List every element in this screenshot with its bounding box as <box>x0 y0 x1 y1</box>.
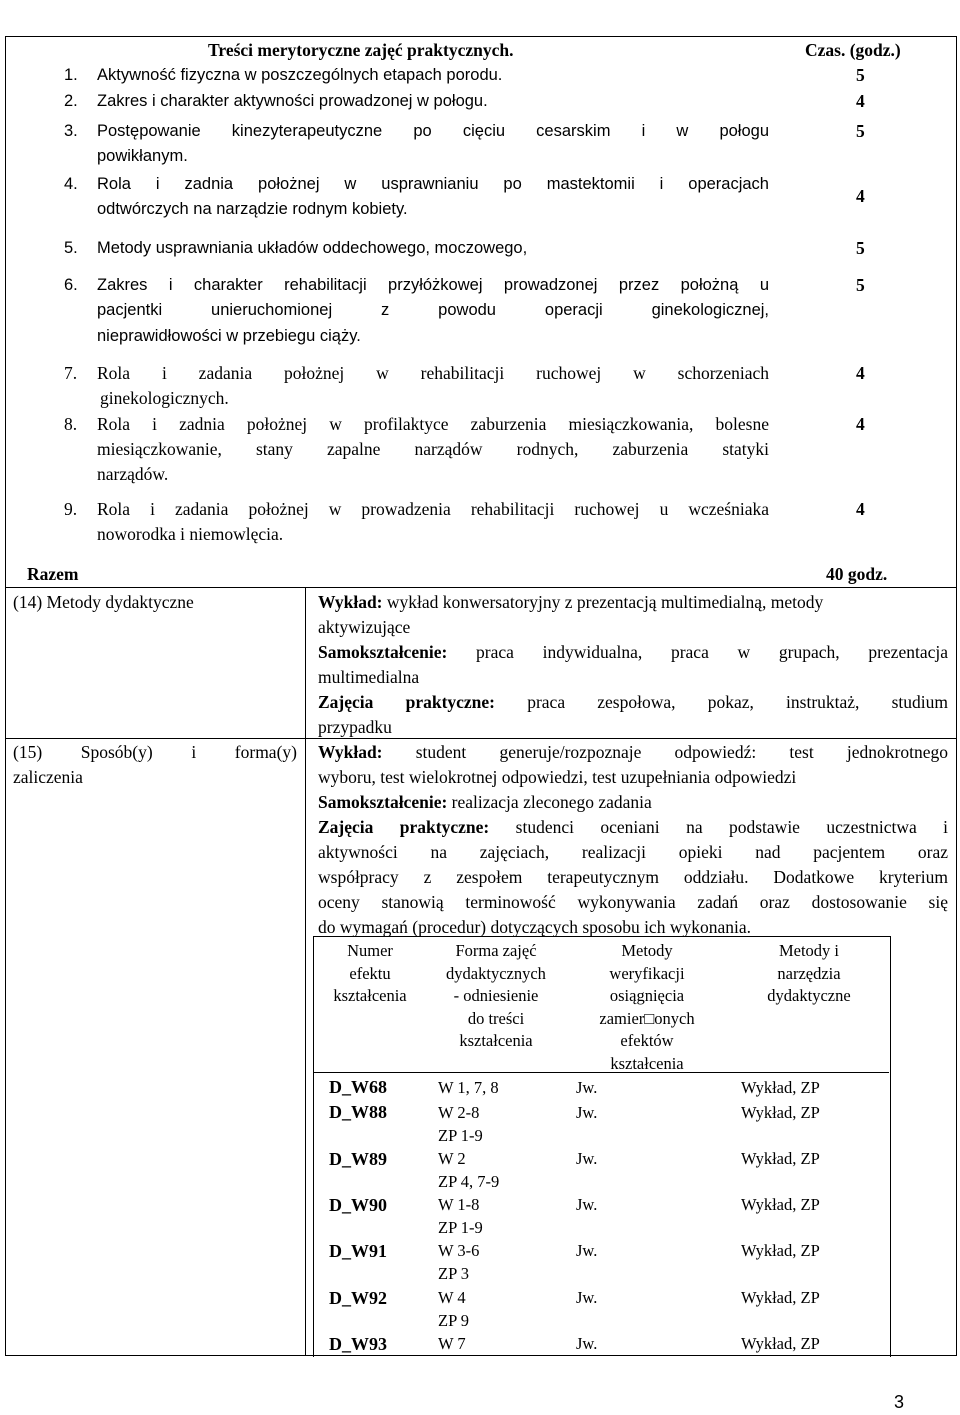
effect-verification: Jw. <box>576 1078 598 1097</box>
header-line: dydaktyczne <box>767 986 851 1005</box>
header-line: osiągnięcia <box>609 986 685 1005</box>
topic-hours: 5 <box>856 238 865 258</box>
header-line: kształcenia <box>459 1031 533 1050</box>
effect-forms: ZP 4, 7-9 <box>438 1172 500 1191</box>
effect-forms: W 3-6 <box>438 1241 480 1260</box>
topic-number: 1. <box>64 66 78 84</box>
topic-hours: 5 <box>856 65 865 85</box>
topic-number: 9. <box>64 499 78 519</box>
header-line: Metody <box>621 941 673 960</box>
topic-hours: 4 <box>856 91 865 111</box>
methods-label <box>13 590 194 615</box>
header-line: - odniesienie <box>453 986 539 1005</box>
effects-header-forms <box>428 940 564 1053</box>
page-number: 3 <box>893 1392 904 1412</box>
total-value: 40 godz. <box>826 564 888 584</box>
methods-practical <box>318 690 948 715</box>
effect-forms: W 7 <box>438 1334 466 1353</box>
methods-content <box>318 590 948 740</box>
assessment-lecture-cont: wyboru, test wielokrotnej odpowiedzi, test uzupełniania odpowiedzi <box>318 767 797 787</box>
assessment-lecture-label: Wykład: <box>318 742 383 762</box>
topic-text: Rola i zadania położnej w prowadzenia rehabilitacji ruchowej u wcześniaka <box>97 499 769 519</box>
effect-tools: Wykład, ZP <box>741 1149 820 1168</box>
header-line: weryfikacji <box>609 963 685 983</box>
assessment-self-label: Samokształcenie: <box>318 792 448 812</box>
effect-verification: Jw. <box>576 1103 598 1122</box>
header-line: efektu <box>349 963 391 983</box>
assessment-self <box>318 790 948 815</box>
assessment-label-num: (15) <box>13 742 43 762</box>
assessment-practical-label: Zajęcia praktyczne: <box>318 817 490 837</box>
effect-code: D_W93 <box>329 1334 387 1354</box>
topic-hours: 4 <box>856 186 865 206</box>
effect-tools: Wykład, ZP <box>741 1334 820 1353</box>
assessment-lecture-text: student generuje/rozpoznaje odpowiedź: test jednokrotnego <box>415 742 949 762</box>
topic-text: noworodka i niemowlęcia. <box>97 524 284 544</box>
topic-text: Aktywność fizyczna w poszczególnych etapach porodu. <box>97 66 503 84</box>
effect-verification: Jw. <box>576 1288 598 1307</box>
methods-practical-text: praca zespołowa, pokaz, instruktaż, studium <box>527 692 948 712</box>
effects-header-tools <box>736 940 882 1008</box>
topic-text: ginekologicznych. <box>100 388 229 408</box>
effect-code: D_W89 <box>329 1149 387 1169</box>
effect-code: D_W91 <box>329 1241 387 1261</box>
topic-text: Metody usprawniania układów oddechowego, moczowego, <box>97 239 528 257</box>
methods-self <box>318 640 948 665</box>
methods-practical-label: Zajęcia praktyczne: <box>318 692 496 712</box>
effect-code: D_W68 <box>329 1077 387 1097</box>
header-line: zamier□onych <box>599 1008 695 1028</box>
topic-hours: 4 <box>856 499 865 519</box>
header-line: kształcenia <box>610 1053 684 1073</box>
assessment-practical-line: oceny stanowią terminowość wykonywania zadań oraz dostosowanie się <box>318 892 948 912</box>
effect-verification: Jw. <box>576 1149 598 1168</box>
effect-forms: W 1-8 <box>438 1195 480 1214</box>
topic-text: pacjentki unieruchomionej z powodu operacji ginekologicznej, <box>97 301 769 319</box>
methods-lecture-label: Wykład: <box>318 592 383 612</box>
methods-self-cont: multimedialna <box>318 667 420 687</box>
assessment-practical <box>318 815 948 840</box>
effect-forms: W 2-8 <box>438 1103 480 1122</box>
topic-hours: 4 <box>856 363 865 383</box>
topic-hours: 5 <box>856 121 865 141</box>
assessment-label <box>13 740 297 790</box>
assessment-practical-text: studenci oceniani na podstawie uczestnictwa i <box>515 817 949 837</box>
assessment-practical-line: współpracy z zespołem terapeutycznym oddziału. Dodatkowe kryterium <box>318 867 948 887</box>
assessment-content <box>318 740 948 940</box>
effect-tools: Wykład, ZP <box>741 1078 820 1097</box>
effect-verification: Jw. <box>576 1195 598 1214</box>
topic-number: 5. <box>64 239 78 257</box>
topic-text: odtwórczych na narządzie rodnym kobiety. <box>97 200 408 218</box>
methods-lecture <box>318 590 948 615</box>
assessment-practical-line: aktywności na zajęciach, realizacji opieki nad pacjentem oraz <box>318 842 948 862</box>
assessment-label-text: Sposób(y) i forma(y) <box>80 742 297 762</box>
hours-header: Czas. (godz.) <box>805 40 901 60</box>
total-label: Razem <box>27 564 79 584</box>
topic-text: Rola i zadnia położnej w usprawnianiu po mastektomii i operacjach <box>97 175 769 193</box>
methods-practical-cont: przypadku <box>318 717 392 737</box>
topic-number: 2. <box>64 92 78 110</box>
methods-self-text: praca indywidualna, praca w grupach, prezentacja <box>476 642 948 662</box>
divider-razem <box>5 587 957 588</box>
methods-label-num: (14) <box>13 592 43 612</box>
content-title: Treści merytoryczne zajęć praktycznych. <box>208 40 514 60</box>
topic-text: Rola i zadania położnej w rehabilitacji ruchowej w schorzeniach <box>97 363 769 383</box>
topic-number: 6. <box>64 276 78 294</box>
methods-self-label: Samokształcenie: <box>318 642 448 662</box>
effect-forms: W 4 <box>438 1288 466 1307</box>
header-line: do treści <box>467 1008 525 1028</box>
effect-verification: Jw. <box>576 1334 598 1353</box>
methods-lecture-cont: aktywizujące <box>318 617 411 637</box>
effect-verification: Jw. <box>576 1241 598 1260</box>
divider-vertical <box>305 587 306 1356</box>
topic-number: 3. <box>64 122 78 140</box>
topic-number: 8. <box>64 414 78 434</box>
topic-hours: 5 <box>856 275 865 295</box>
effect-forms: W 2 <box>438 1149 466 1168</box>
effect-tools: Wykład, ZP <box>741 1288 820 1307</box>
effect-tools: Wykład, ZP <box>741 1195 820 1214</box>
topic-text: Rola i zadnia położnej w profilaktyce zaburzenia miesiączkowania, bolesne <box>97 414 769 434</box>
effect-forms: ZP 1-9 <box>438 1218 483 1237</box>
topic-text: Postępowanie kinezyterapeutyczne po cięciu cesarskim i w połogu <box>97 122 769 140</box>
header-line: kształcenia <box>333 986 407 1005</box>
topic-text: Zakres i charakter rehabilitacji przyłóżkowej prowadzonej przez położną u <box>97 276 769 294</box>
effects-header-code <box>318 940 422 1008</box>
header-line: dydaktycznych <box>446 963 546 983</box>
topic-text: Zakres i charakter aktywności prowadzonej w połogu. <box>97 92 488 110</box>
effect-forms: ZP 1-9 <box>438 1126 483 1145</box>
assessment-label-line1 <box>13 740 297 765</box>
assessment-self-text: realizacja zleconego zadania <box>451 792 652 812</box>
effects-header-verification <box>572 940 722 1075</box>
topic-text: narządów. <box>97 464 169 484</box>
assessment-lecture <box>318 740 948 765</box>
methods-label-text: Metody dydaktyczne <box>46 592 194 612</box>
effect-tools: Wykład, ZP <box>741 1241 820 1260</box>
header-line: narzędzia <box>777 963 841 983</box>
header-line: Forma zajęć <box>455 941 537 960</box>
assessment-practical-last: do wymagań (procedur) dotyczących sposobu ich wykonania. <box>318 917 751 937</box>
header-line: Metody i <box>778 941 840 960</box>
effect-code: D_W92 <box>329 1288 387 1308</box>
topic-number: 4. <box>64 175 78 193</box>
effect-tools: Wykład, ZP <box>741 1103 820 1122</box>
topic-text: powikłanym. <box>97 147 188 165</box>
effect-forms: W 1, 7, 8 <box>438 1078 499 1097</box>
topic-hours: 4 <box>856 414 865 434</box>
assessment-label-line2: zaliczenia <box>13 767 83 787</box>
effect-code: D_W90 <box>329 1195 387 1215</box>
effect-code: D_W88 <box>329 1102 387 1122</box>
header-line: Numer <box>347 941 393 960</box>
header-line: efektów <box>620 1031 674 1050</box>
topic-text: nieprawidłowości w przebiegu ciąży. <box>97 327 361 345</box>
methods-lecture-text: wykład konwersatoryjny z prezentacją multimedialną, metody <box>386 592 824 612</box>
topic-text: miesiączkowanie, stany zapalne narządów rodnych, zaburzenia statyki <box>97 439 769 459</box>
topic-number: 7. <box>64 363 78 383</box>
effect-forms: ZP 3 <box>438 1264 470 1283</box>
effect-forms: ZP 9 <box>438 1311 470 1330</box>
